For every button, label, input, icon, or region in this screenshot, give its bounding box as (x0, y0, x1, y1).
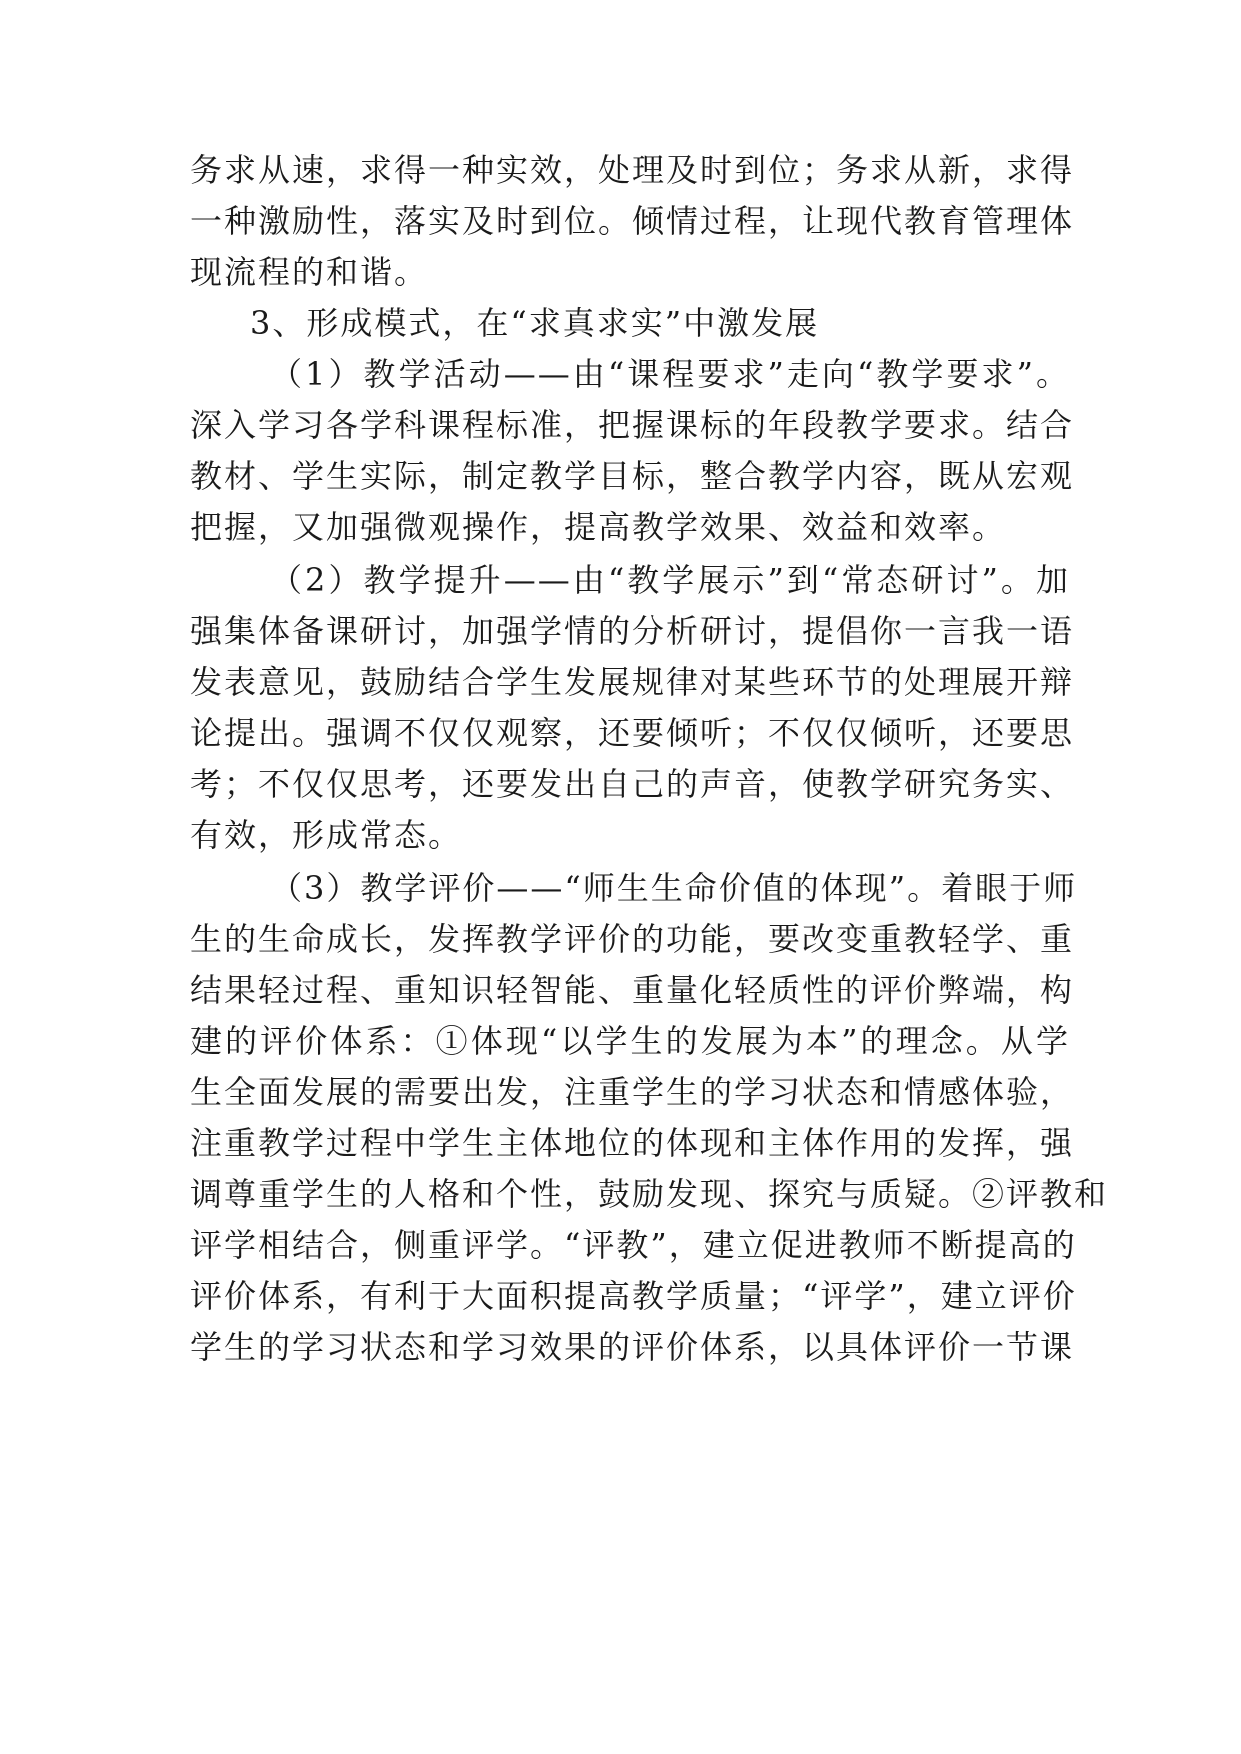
paragraph-line: 生的生命成长，发挥教学评价的功能，要改变重教轻学、重 (190, 920, 1075, 958)
paragraph-line: 注重教学过程中学生主体地位的体现和主体作用的发挥，强 (190, 1124, 1075, 1162)
paragraph-line: 强集体备课研讨，加强学情的分析研讨，提倡你一言我一语 (190, 612, 1075, 650)
section-heading: 3、形成模式，在“求真求实”中激发展 (250, 304, 820, 342)
paragraph-line: 评学相结合，侧重评学。“评教”，建立促进教师不断提高的 (190, 1226, 1077, 1264)
paragraph-line: 务求从速，求得一种实效，处理及时到位；务求从新，求得 (190, 151, 1075, 189)
paragraph-line: 学生的学习状态和学习效果的评价体系，以具体评价一节课 (190, 1328, 1075, 1366)
paragraph-line: 论提出。强调不仅仅观察，还要倾听；不仅仅倾听，还要思 (190, 714, 1075, 752)
paragraph-line: 有效，形成常态。 (190, 816, 463, 854)
paragraph-line: （3）教学评价——“师生生命价值的体现”。着眼于师 (270, 869, 1078, 907)
paragraph-line: 调尊重学生的人格和个性，鼓励发现、探究与质疑。②评教和 (190, 1175, 1109, 1213)
paragraph-line: 生全面发展的需要出发，注重学生的学习状态和情感体验， (190, 1073, 1075, 1111)
paragraph-line: 评价体系，有利于大面积提高教学质量；“评学”，建立评价 (190, 1277, 1077, 1315)
paragraph-line: （2）教学提升——由“教学展示”到“常态研讨”。加 (270, 561, 1070, 599)
paragraph-line: 一种激励性，落实及时到位。倾情过程，让现代教育管理体 (190, 202, 1075, 240)
paragraph-line: 建的评价体系：①体现“以学生的发展为本”的理念。从学 (190, 1022, 1070, 1060)
paragraph-line: （1）教学活动——由“课程要求”走向“教学要求”。 (270, 355, 1070, 393)
paragraph-line: 教材、学生实际，制定教学目标，整合教学内容，既从宏观 (190, 457, 1075, 495)
paragraph-line: 考；不仅仅思考，还要发出自己的声音，使教学研究务实、 (190, 765, 1075, 803)
paragraph-line: 结果轻过程、重知识轻智能、重量化轻质性的评价弊端，构 (190, 971, 1075, 1009)
paragraph-line: 发表意见，鼓励结合学生发展规律对某些环节的处理展开辩 (190, 663, 1075, 701)
paragraph-line: 深入学习各学科课程标准，把握课标的年段教学要求。结合 (190, 406, 1075, 444)
paragraph-line: 把握，又加强微观操作，提高教学效果、效益和效率。 (190, 508, 1007, 546)
paragraph-line: 现流程的和谐。 (190, 253, 429, 291)
